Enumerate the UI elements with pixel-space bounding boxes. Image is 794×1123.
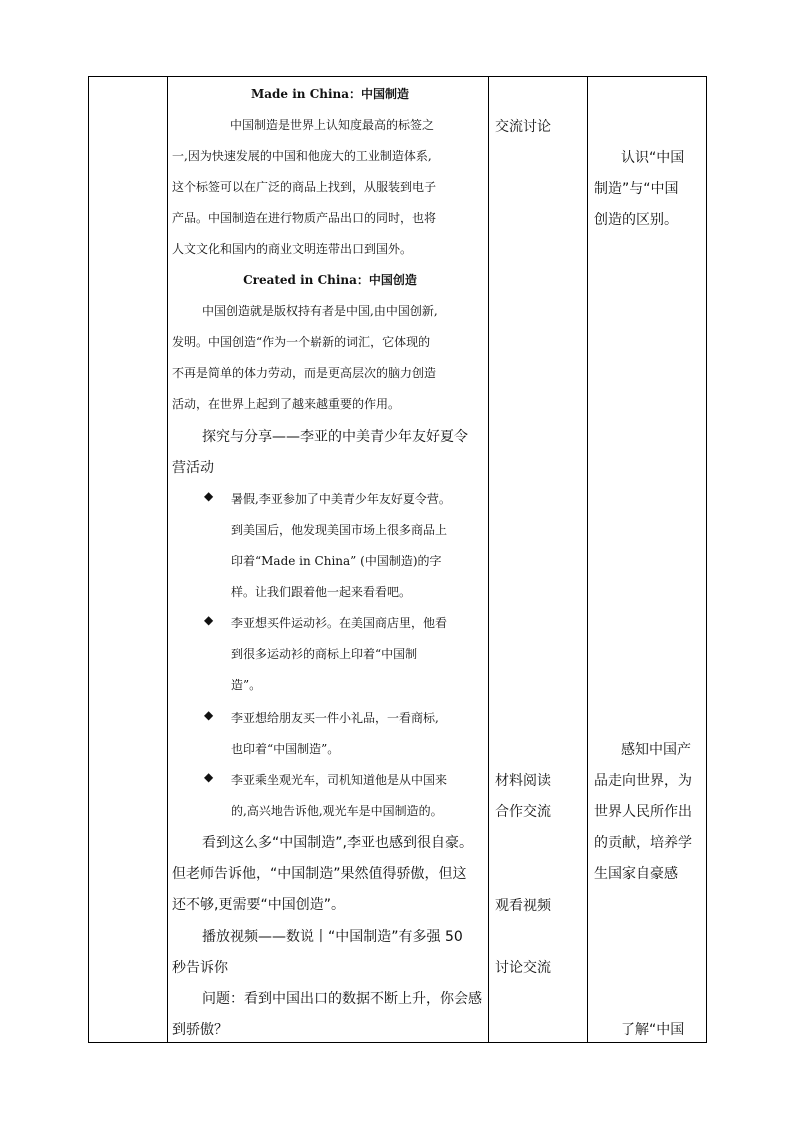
made-paragraph-line: 产品。中国制造在进行物质产品出口的同时，也将 (172, 211, 437, 225)
bullet-line: 印着“Made in China” (中国制造)的字 (231, 554, 442, 568)
diamond-bullet-icon: ◆ (204, 708, 214, 722)
bullet-line: 李亚想买件运动衫。在美国商店里，他看 (231, 616, 448, 630)
explore-share-line: 探究与分享——李亚的中美青少年友好夏令 (202, 429, 468, 445)
bullet-line: 的,高兴地告诉他,观光车是中国制造的。 (231, 804, 443, 818)
video-line: 秒告诉你 (172, 960, 228, 976)
created-in-china-title: Created in China：中国创造 (243, 273, 417, 287)
activity-discuss-exchange: 讨论交流 (495, 960, 551, 976)
proud-line: 看到这么多“中国制造”,李亚也感到很自豪。 (202, 835, 473, 851)
goal-line: 创造的区别。 (594, 212, 678, 228)
table-border-left (88, 76, 89, 1043)
diamond-bullet-icon: ◆ (204, 489, 214, 503)
made-in-china-title: Made in China：中国制造 (250, 87, 410, 101)
table-border-bottom (88, 1042, 707, 1043)
bullet-line: 样。让我们跟着他一起来看看吧。 (231, 585, 412, 599)
column-divider-2 (488, 76, 489, 1043)
table-border-top (88, 76, 707, 77)
activity-cooperate: 合作交流 (495, 804, 551, 820)
created-paragraph-line: 活动，在世界上起到了越来越重要的作用。 (172, 397, 401, 411)
bullet-line: 暑假,李亚参加了中美青少年友好夏令营。 (231, 492, 451, 506)
goal-line: 认识“中国 (621, 150, 685, 166)
proud-line: 还不够,更需要“中国创造”。 (172, 897, 345, 913)
diamond-bullet-icon: ◆ (204, 613, 214, 627)
created-paragraph-line: 发明。中国创造“作为一个崭新的词汇，它体现的 (172, 335, 431, 349)
goal-line: 了解“中国 (621, 1022, 685, 1038)
created-paragraph-line: 不再是简单的体力劳动，而是更高层次的脑力创造 (172, 366, 437, 380)
goal-line: 的贡献，培养学 (594, 835, 692, 851)
question-line: 问题：看到中国出口的数据不断上升，你会感 (202, 991, 482, 1007)
made-paragraph-line: 中国制造是世界上认知度最高的标签之 (230, 118, 435, 132)
column-divider-3 (587, 76, 588, 1043)
goal-line: 世界人民所作出 (594, 804, 692, 820)
activity-discuss: 交流讨论 (495, 119, 551, 135)
bullet-line: 李亚想给朋友买一件小礼品，一看商标, (231, 711, 439, 725)
question-line: 到骄傲？ (172, 1022, 228, 1038)
bullet-line: 到很多运动衫的商标上印着“中国制 (231, 647, 418, 661)
diamond-bullet-icon: ◆ (204, 770, 214, 784)
created-paragraph-line: 中国创造就是版权持有者是中国,由中国创新, (202, 304, 438, 318)
activity-watch-video: 观看视频 (495, 898, 551, 914)
explore-share-line: 营活动 (172, 460, 214, 476)
goal-line: 生国家自豪感 (594, 866, 678, 882)
bullet-line: 造”。 (231, 678, 262, 692)
goal-line: 制造”与“中国 (594, 181, 679, 197)
video-line: 播放视频——数说丨“中国制造”有多强 50 (202, 929, 463, 945)
activity-read-material: 材料阅读 (495, 773, 551, 789)
bullet-line: 到美国后，他发现美国市场上很多商品上 (231, 523, 448, 537)
goal-line: 品走向世界，为 (594, 773, 692, 789)
bullet-line: 李亚乘坐观光车，司机知道他是从中国来 (231, 773, 448, 787)
goal-line: 感知中国产 (621, 742, 691, 758)
column-divider-1 (167, 76, 168, 1043)
table-border-right (706, 76, 707, 1043)
made-paragraph-line: 人文文化和国内的商业文明连带出口到国外。 (172, 242, 413, 256)
bullet-line: 也印着“中国制造”。 (231, 742, 340, 756)
proud-line: 但老师告诉他，“中国制造”果然值得骄傲，但这 (172, 866, 467, 882)
made-paragraph-line: 一,因为快速发展的中国和他庞大的工业制造体系, (172, 149, 432, 163)
made-paragraph-line: 这个标签可以在广泛的商品上找到，从服装到电子 (172, 180, 437, 194)
